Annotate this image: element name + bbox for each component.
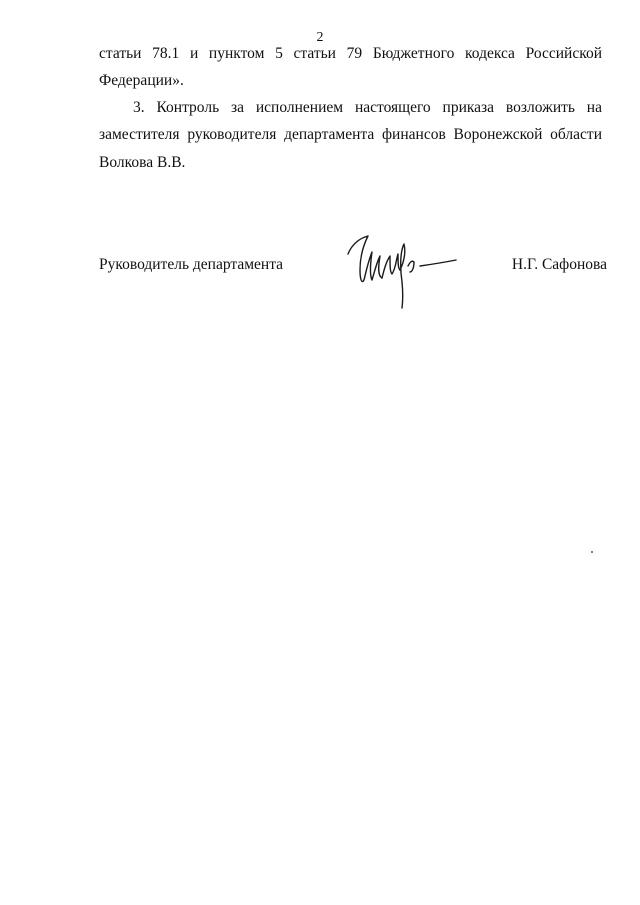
body-text-line: Волкова В.В.	[99, 154, 186, 171]
page-number: 2	[316, 30, 324, 45]
handwritten-signature-icon	[338, 222, 468, 312]
body-text-line: 3. Контроль за исполнением настоящего приказа возложить на	[133, 99, 602, 116]
body-text-line: заместителя руководителя департамента финансов Воронежской области	[99, 126, 602, 143]
scan-speck	[591, 551, 593, 553]
body-text-line: Федерации».	[99, 72, 184, 89]
signatory-title: Руководитель департамента	[99, 256, 284, 273]
body-text-line: статьи 78.1 и пунктом 5 статьи 79 Бюджетного кодекса Российской	[99, 45, 602, 62]
signatory-name: Н.Г. Сафонова	[511, 256, 607, 273]
